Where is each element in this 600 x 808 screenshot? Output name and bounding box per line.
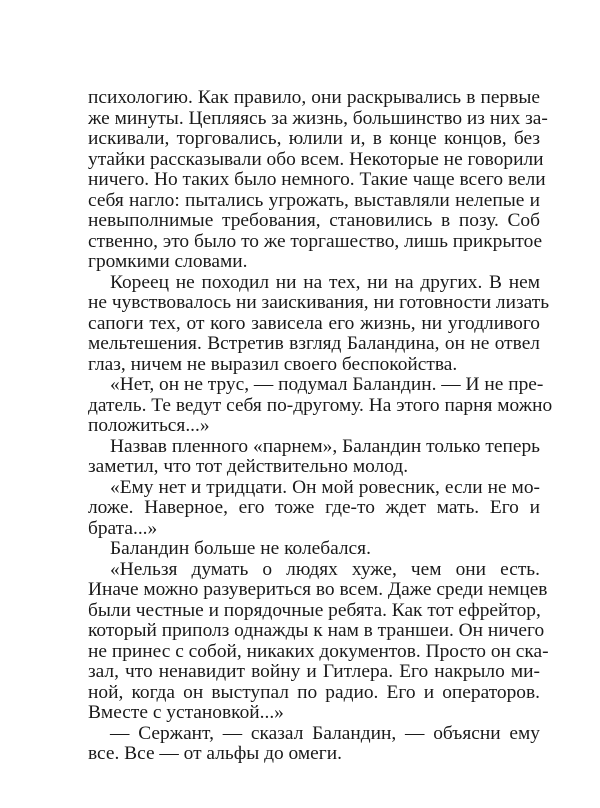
text-line: все. Все — от альфы до омеги. xyxy=(88,743,342,764)
text-line: ной, когда он выступал по радио. Его и операторов. xyxy=(88,681,540,703)
text-line: мельтешения. Встретив взгляд Баландина, он не отвел xyxy=(88,333,540,354)
text-line: ложе. Наверное, его тоже где-то ждет мать. Его и xyxy=(88,497,540,518)
text-line: Баландин больше не колебался. xyxy=(110,538,371,559)
paragraph xyxy=(88,724,540,765)
text-line: громкими словами. xyxy=(88,251,248,272)
text-line: «Нет, он не трус, — подумал Баландин. — И не пре- xyxy=(110,374,544,395)
text-line: Вместе с установкой...» xyxy=(88,702,284,723)
text-line: ничего. Но таких было немного. Такие чаще всего вели xyxy=(88,169,546,190)
text-line: «Ему нет и тридцати. Он мой ровесник, если не мо- xyxy=(110,476,540,498)
text-line: который приполз однажды к нам в траншеи. Он ничего xyxy=(88,620,545,641)
paragraph xyxy=(88,437,540,478)
text-line: брата...» xyxy=(88,517,158,539)
text-line: ственно, это было то же торгашество, лишь прикрытое xyxy=(88,230,543,252)
text-line: заметил, что тот действительно молод. xyxy=(88,456,409,477)
text-line: датель. Те ведут себя по-другому. На этого парня можно xyxy=(88,394,553,416)
text-line: психологию. Как правило, они раскрывались в первые xyxy=(88,87,540,108)
text-line: утайки рассказывали обо всем. Некоторые не говорили xyxy=(88,148,544,170)
paragraph xyxy=(88,87,548,273)
paragraph xyxy=(88,558,549,724)
text-line: «Нельзя думать о людях хуже, чем они есть. xyxy=(110,558,540,580)
paragraph xyxy=(88,539,540,560)
page-text xyxy=(88,87,553,765)
text-line: положиться...» xyxy=(88,415,210,436)
text-line: не чувствовалось ни заискивания, ни готовности лизать xyxy=(88,292,550,313)
paragraph xyxy=(88,271,550,376)
text-line: сапоги тех, от кого зависела его жизнь, ни угодливого xyxy=(88,312,540,334)
text-line: зал, что ненавидит войну и Гитлера. Его накрыло ми- xyxy=(88,661,540,682)
text-line: невыполнимые требования, становились в позу. Соб xyxy=(88,210,540,231)
paragraph xyxy=(88,374,553,437)
text-line: Кореец не походил ни на тех, ни на других. В нем xyxy=(110,271,540,293)
text-line: — Сержант, — сказал Баландин, — объясни ему xyxy=(110,722,540,744)
text-line: Иначе можно разувериться во всем. Даже среди немцев xyxy=(88,579,548,600)
text-line: не принес с собой, никаких документов. Просто он ска- xyxy=(88,640,549,662)
text-line: себя нагло: пытались угрожать, выставляли нелепые и xyxy=(88,189,540,211)
text-line: глаз, ничем не выразил своего беспокойства. xyxy=(88,353,458,375)
text-line: искивали, торговались, юлили и, в конце концов, без xyxy=(88,128,540,149)
text-line: же минуты. Цепляясь за жизнь, большинство из них за- xyxy=(88,107,548,129)
text-line: были честные и порядочные ребята. Как тот ефрейтор, xyxy=(88,599,541,621)
paragraph xyxy=(88,478,540,540)
text-line: Назвав пленного «парнем», Баландин только теперь xyxy=(110,435,540,457)
